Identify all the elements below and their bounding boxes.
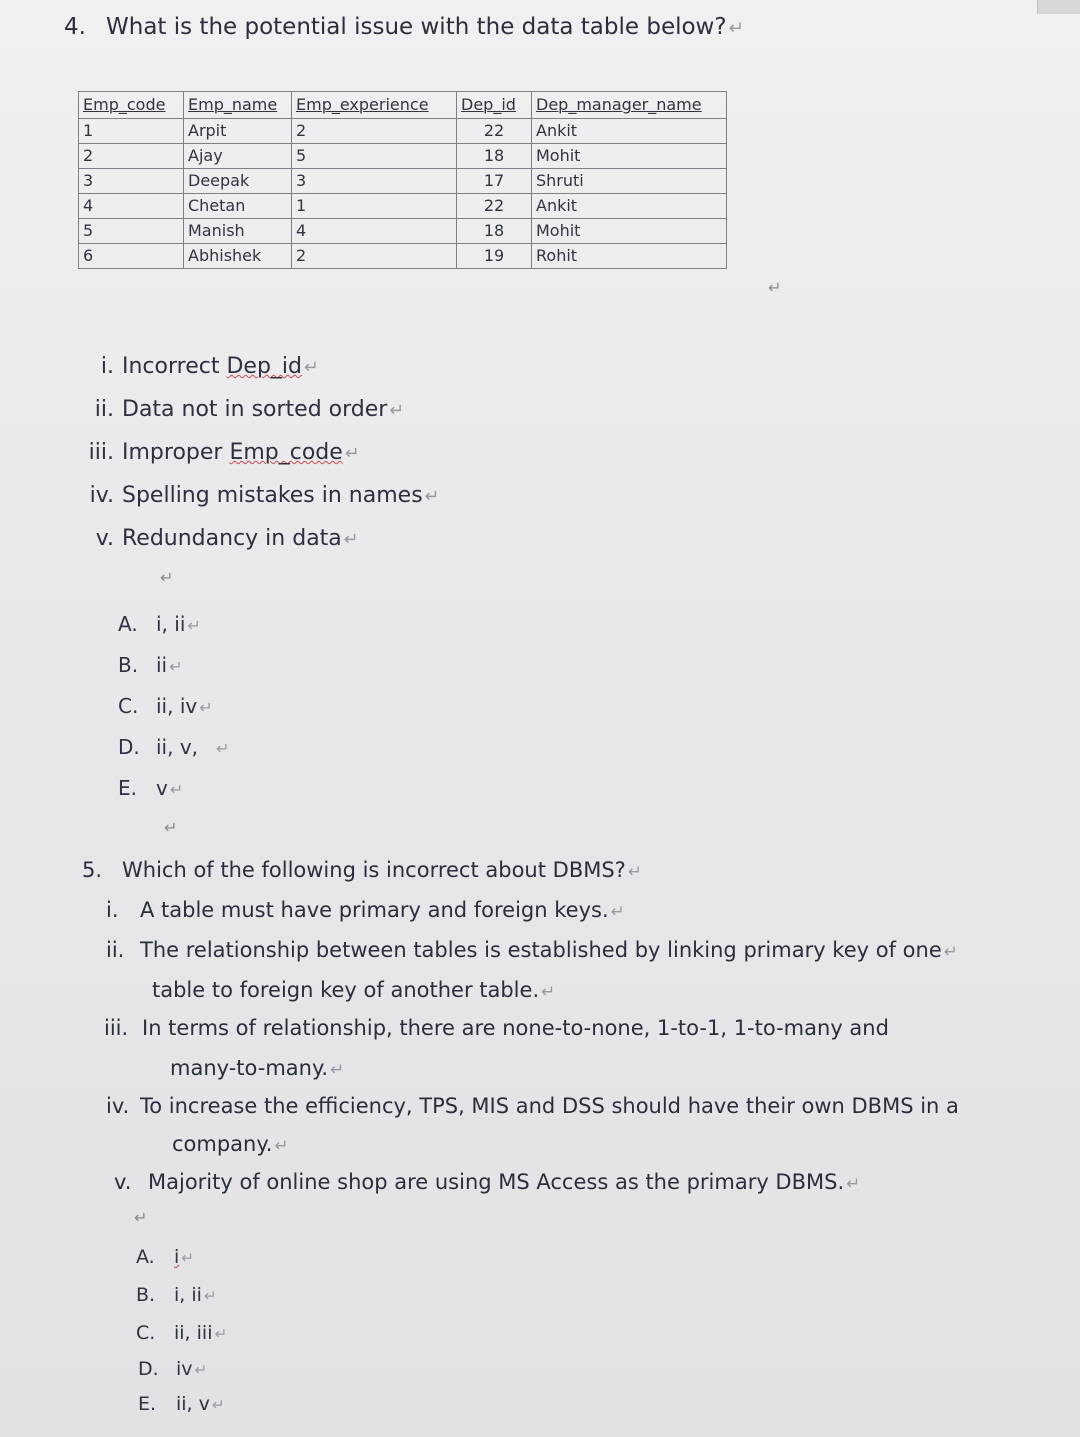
statement-text: table to foreign key of another table. (152, 978, 540, 1002)
statement-text: company. (172, 1132, 273, 1156)
statement-text: A table must have primary and foreign keys. (140, 898, 609, 922)
paragraph-mark: ↵ (304, 358, 319, 378)
paragraph-mark: ↵ (203, 1287, 217, 1305)
question-4-option-d[interactable] (118, 735, 229, 759)
cell: 17 (457, 169, 532, 194)
cell: 1 (79, 119, 184, 144)
paragraph-mark: ↵ (728, 18, 744, 39)
cell: Arpit (184, 119, 292, 144)
question-5-option-b[interactable] (136, 1284, 217, 1306)
statement-number: i. (106, 898, 119, 922)
option-text: ii, v (176, 1393, 210, 1415)
table-row (79, 194, 727, 219)
cell: 18 (457, 219, 532, 244)
statement-text: To increase the efficiency, TPS, MIS and DSS should have their own DBMS in a (140, 1094, 959, 1118)
header-dep-manager-name: Dep_manager_name (532, 92, 727, 119)
paragraph-mark: ↵ (160, 568, 174, 587)
cell: 5 (292, 144, 457, 169)
cell: Abhishek (184, 244, 292, 269)
paragraph-mark: ↵ (169, 780, 184, 799)
cell: 19 (457, 244, 532, 269)
cell: 5 (79, 219, 184, 244)
q5-statement-iv-continued (172, 1132, 289, 1156)
statement-text: The relationship between tables is established by linking primary key of one (140, 938, 942, 962)
question-4-option-a[interactable] (118, 612, 201, 636)
paragraph-mark: ↵ (846, 1173, 861, 1193)
cell: Ankit (532, 119, 727, 144)
question-5-option-d[interactable] (138, 1358, 207, 1380)
statement-number: iii. (104, 1016, 129, 1040)
paragraph-mark: ↵ (181, 1249, 195, 1267)
paragraph-mark: ↵ (194, 1361, 208, 1379)
option-letter: A. (118, 612, 138, 636)
question-4-title (64, 14, 744, 40)
paragraph-mark: ↵ (214, 1325, 228, 1343)
paragraph-mark: ↵ (343, 530, 359, 550)
paragraph-mark: ↵ (164, 818, 178, 837)
statement-text: Improper (122, 440, 230, 465)
paragraph-mark: ↵ (216, 739, 230, 758)
statement-text: Majority of online shop are using MS Access as the primary DBMS. (148, 1170, 845, 1194)
option-letter: A. (136, 1246, 155, 1268)
cell: 3 (292, 169, 457, 194)
option-text: ii (156, 653, 168, 677)
paragraph-mark: ↵ (344, 444, 360, 464)
option-letter: B. (136, 1284, 156, 1306)
q5-statement-i (106, 898, 625, 922)
option-text: i (174, 1246, 180, 1268)
cell: 2 (292, 244, 457, 269)
option-text: ii, v, (156, 735, 199, 759)
table-header-row (79, 92, 727, 119)
question-4-option-c[interactable] (118, 694, 213, 718)
option-letter: E. (118, 776, 137, 800)
question-5-option-e[interactable] (138, 1393, 225, 1415)
statement-number: ii. (106, 938, 125, 962)
q5-statement-iii (104, 1016, 889, 1040)
paragraph-mark: ↵ (627, 861, 642, 881)
statement-number: ii. (94, 397, 114, 422)
cell: Chetan (184, 194, 292, 219)
option-text: ii, iii (174, 1322, 213, 1344)
cell: 6 (79, 244, 184, 269)
question-5-text: Which of the following is incorrect about DBMS? (122, 858, 626, 882)
cell: Mohit (532, 144, 727, 169)
option-text: i, ii (174, 1284, 202, 1306)
statement-text: Data not in sorted order (122, 397, 388, 422)
question-5-option-c[interactable] (136, 1322, 227, 1344)
paragraph-mark: ↵ (943, 941, 958, 961)
cell: Ajay (184, 144, 292, 169)
question-4-option-b[interactable] (118, 653, 183, 677)
table-row (79, 219, 727, 244)
cell: Deepak (184, 169, 292, 194)
q5-statement-iii-continued (170, 1056, 344, 1080)
cell: 22 (457, 194, 532, 219)
paragraph-mark: ↵ (134, 1208, 148, 1227)
cell: 18 (457, 144, 532, 169)
option-text: ii, iv (156, 694, 198, 718)
header-emp-name: Emp_name (184, 92, 292, 119)
statement-text: In terms of relationship, there are none-to-none, 1-to-1, 1-to-many and (142, 1016, 889, 1040)
paragraph-mark: ↵ (389, 401, 405, 421)
cell: Rohit (532, 244, 727, 269)
employee-data-table (78, 91, 727, 269)
option-letter: E. (138, 1393, 157, 1415)
table-row (79, 144, 727, 169)
cell: Shruti (532, 169, 727, 194)
paragraph-mark: ↵ (187, 616, 201, 635)
q5-statement-v (114, 1170, 860, 1194)
cell: 22 (457, 119, 532, 144)
statement-number: iv. (106, 1094, 130, 1118)
paragraph-mark: ↵ (330, 1059, 345, 1079)
paragraph-mark: ↵ (424, 487, 440, 507)
cell: 3 (79, 169, 184, 194)
cell: 2 (79, 144, 184, 169)
statement-number: v. (114, 1170, 132, 1194)
q5-statement-ii (106, 938, 958, 962)
spellcheck-marked-text: Dep_id (226, 354, 302, 379)
question-5-option-a[interactable] (136, 1246, 194, 1268)
statement-number: iii. (88, 440, 114, 465)
option-letter: C. (118, 694, 139, 718)
q5-statement-ii-continued (152, 978, 555, 1002)
cell: Manish (184, 219, 292, 244)
statement-text: Spelling mistakes in names (122, 483, 423, 508)
paragraph-mark: ↵ (211, 1396, 225, 1414)
option-letter: D. (138, 1358, 159, 1380)
option-letter: C. (136, 1322, 156, 1344)
question-4-text: What is the potential issue with the data table below? (106, 14, 727, 40)
statement-text: Redundancy in data (122, 526, 342, 551)
paragraph-mark: ↵ (610, 901, 625, 921)
option-text: v (156, 776, 168, 800)
question-4-option-e[interactable] (118, 776, 183, 800)
option-text: iv (176, 1358, 193, 1380)
question-4-number: 4. (64, 14, 86, 40)
cell: 1 (292, 194, 457, 219)
paragraph-mark: ↵ (274, 1135, 289, 1155)
statement-number: v. (95, 526, 114, 551)
cell: 4 (292, 219, 457, 244)
question-5-number: 5. (82, 858, 103, 882)
paragraph-mark: ↵ (169, 657, 183, 676)
table-row (79, 244, 727, 269)
question-5-title (82, 858, 642, 882)
cell: Mohit (532, 219, 727, 244)
cell: Ankit (532, 194, 727, 219)
statement-v (64, 526, 359, 551)
statement-ii (64, 397, 404, 422)
statement-iii (64, 440, 360, 465)
option-letter: B. (118, 653, 139, 677)
header-emp-experience: Emp_experience (292, 92, 457, 119)
statement-number: i. (100, 354, 114, 379)
cell: 4 (79, 194, 184, 219)
statement-i (64, 354, 319, 379)
table-row (79, 119, 727, 144)
paragraph-mark: ↵ (768, 278, 782, 297)
statement-number: iv. (89, 483, 114, 508)
header-dep-id: Dep_id (457, 92, 532, 119)
header-emp-code: Emp_code (79, 92, 184, 119)
spellcheck-marked-text: Emp_code (229, 440, 343, 465)
option-text: i, ii (156, 612, 186, 636)
paragraph-mark: ↵ (541, 981, 556, 1001)
statement-text: Incorrect (122, 354, 227, 379)
statement-iv (64, 483, 439, 508)
cell: 2 (292, 119, 457, 144)
table-row (79, 169, 727, 194)
q5-statement-iv (106, 1094, 959, 1118)
paragraph-mark: ↵ (199, 698, 213, 717)
option-letter: D. (118, 735, 140, 759)
statement-text: many-to-many. (170, 1056, 329, 1080)
window-edge (1037, 0, 1080, 14)
